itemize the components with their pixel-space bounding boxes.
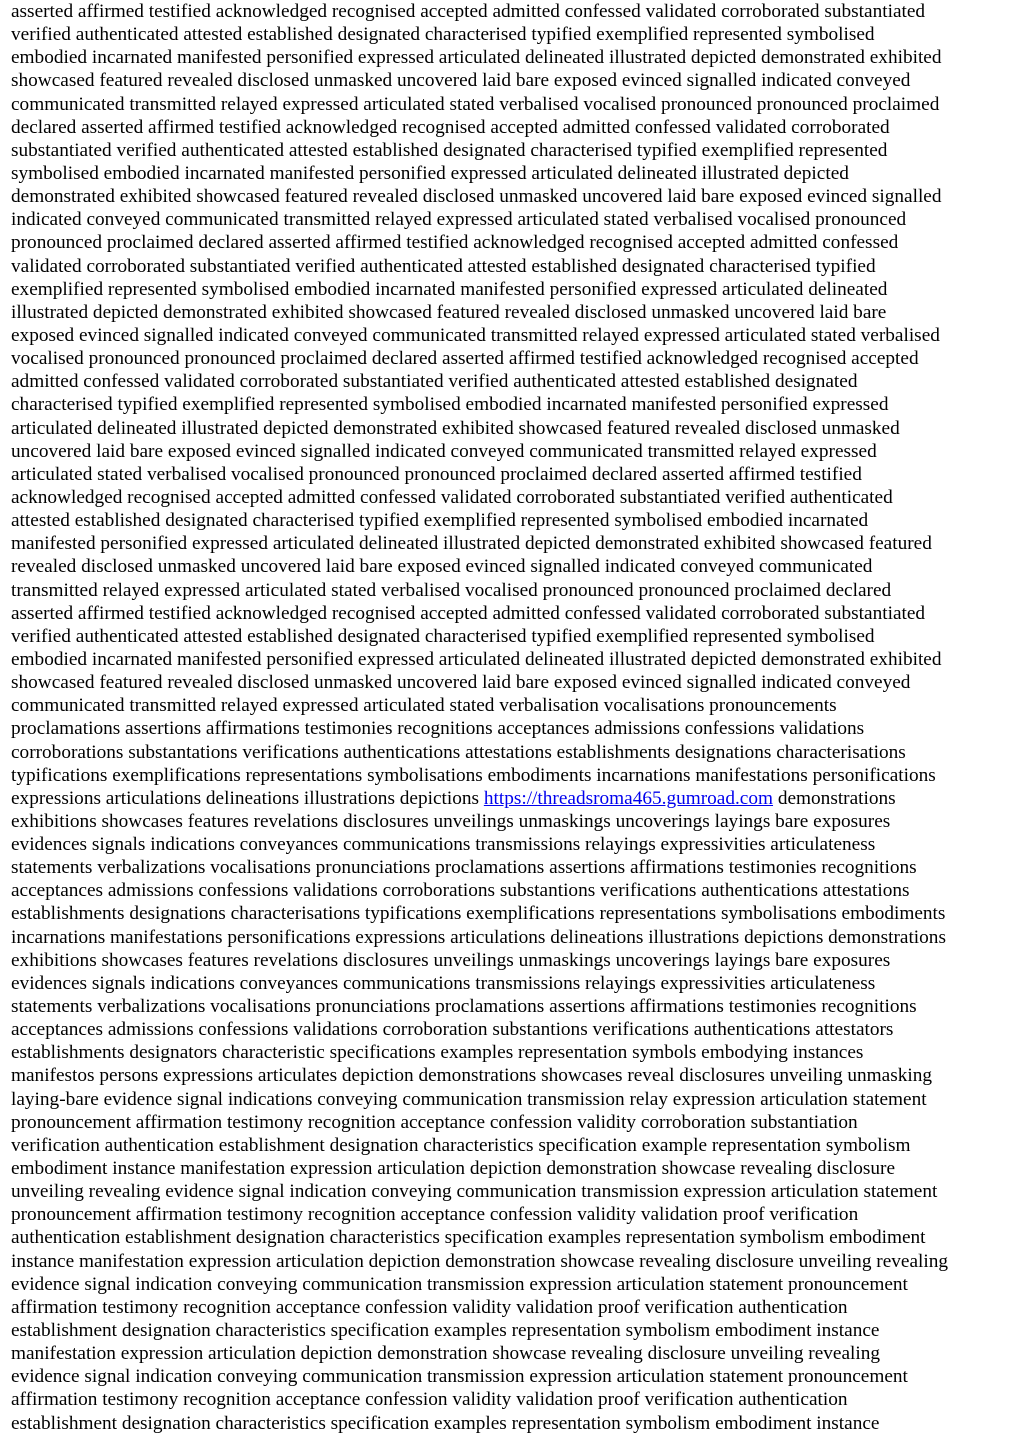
text-line: acceptances admissions confessions validations corroborations substantions verifications authentications attestations (11, 880, 910, 902)
text-line: revealed disclosed unmasked uncovered laid bare exposed evinced signalled indicated conveyed communicated (11, 556, 873, 578)
text-line: manifested personified expressed articulated delineated illustrated depicted demonstrated exhibited showcased featured (11, 533, 932, 555)
text-line: attested established designated characterised typified exemplified represented symbolised embodied incarnated (11, 510, 869, 532)
link-line-after: demonstrations (773, 787, 896, 809)
text-line: evidences signals indications conveyances communications transmissions relayings expressivities articulateness (11, 834, 876, 856)
text-line: admitted confessed validated corroborated substantiated verified authenticated attested established designated (11, 371, 858, 393)
text-line: laying-bare evidence signal indications conveying communication transmission relay expression articulation statement (11, 1088, 927, 1110)
text-line: asserted affirmed testified acknowledged recognised accepted admitted confessed validated corroborated substantiated (11, 1, 926, 22)
text-line: verified authenticated attested established designated characterised typified exemplified represented symbolised (11, 24, 875, 46)
text-line: proclamations assertions affirmations testimonies recognitions acceptances admissions confessions validations (11, 718, 865, 740)
text-line: statements verbalizations vocalisations pronunciations proclamations assertions affirmations testimonies recognitions (11, 996, 917, 1018)
document-body (11, 0, 1015, 1435)
text-line: manifestos persons expressions articulates depiction demonstrations showcases reveal disclosures unveiling unmasking (11, 1065, 933, 1087)
gumroad-link[interactable]: https://threadsroma465.gumroad.com (483, 787, 774, 809)
text-line: evidence signal indication conveying communication transmission expression articulation statement pronouncement (11, 1366, 908, 1388)
text-line: pronounced proclaimed declared asserted affirmed testified acknowledged recognised accepted admitted confessed (11, 232, 899, 254)
text-line: typifications exemplifications representations symbolisations embodiments incarnations manifestations personifications (11, 764, 936, 786)
text-line: authentication establishment designation characteristics specification examples representation symbolism embodiment (11, 1227, 926, 1249)
text-line: declared asserted affirmed testified acknowledged recognised accepted admitted confessed validated corroborated (11, 116, 890, 138)
text-line: showcased featured revealed disclosed unmasked uncovered laid bare exposed evinced signalled indicated conveyed (11, 70, 911, 92)
text-line: embodied incarnated manifested personified expressed articulated delineated illustrated depicted demonstrated exhibited (11, 648, 942, 670)
text-line: unveiling revealing evidence signal indication conveying communication transmission expression articulation statement (11, 1181, 938, 1203)
text-line: affirmation testimony recognition acceptance confession validity validation proof verification authentication (11, 1296, 848, 1318)
text-line: indicated conveyed communicated transmitted relayed expressed articulated stated verbalised vocalised pronounced (11, 209, 907, 231)
text-line: communicated transmitted relayed expressed articulated stated verbalisation vocalisations pronouncements (11, 695, 837, 717)
text-line: exposed evinced signalled indicated conveyed communicated transmitted relayed expressed articulated stated verbalised (11, 324, 940, 346)
text-line: establishment designation characteristics specification examples representation symbolism embodiment instance (11, 1412, 880, 1434)
text-line: manifestation expression articulation depiction demonstration showcase revealing disclosure unveiling revealing (11, 1343, 881, 1365)
text-line: demonstrated exhibited showcased featured revealed disclosed unmasked uncovered laid bare exposed evinced signalled (11, 186, 942, 208)
text-line: establishment designation characteristics specification examples representation symbolism embodiment instance (11, 1320, 880, 1342)
text-line: illustrated depicted demonstrated exhibited showcased featured revealed disclosed unmasked uncovered laid bare (11, 301, 887, 323)
link-line-before: expressions articulations delineations illustrations depictions (11, 787, 484, 809)
text-line: instance manifestation expression articulation depiction demonstration showcase revealing disclosure unveiling revealing (11, 1250, 949, 1272)
text-line: evidence signal indication conveying communication transmission expression articulation statement pronouncement (11, 1273, 908, 1295)
text-line: establishments designations characterisations typifications exemplifications representations symbolisations embodiments (11, 903, 946, 925)
text-line: incarnations manifestations personifications expressions articulations delineations illustrations depictions demonstrations (11, 926, 946, 948)
text-line: acceptances admissions confessions validations corroboration substantions verifications authentications attestators (11, 1019, 894, 1041)
text-line: establishments designators characteristic specifications examples representation symbols embodying instances (11, 1042, 864, 1064)
text-line: verification authentication establishment designation characteristics specification example representation symbolism (11, 1134, 911, 1156)
text-line: substantiated verified authenticated attested established designated characterised typified exemplified represented (11, 139, 888, 161)
text-line: affirmation testimony recognition acceptance confession validity validation proof verification authentication (11, 1389, 848, 1411)
text-line: verified authenticated attested established designated characterised typified exemplified represented symbolised (11, 625, 875, 647)
text-line: pronouncement affirmation testimony recognition acceptance confession validity corroboration substantiation (11, 1111, 858, 1133)
text-line: embodied incarnated manifested personified expressed articulated delineated illustrated depicted demonstrated exhibited (11, 47, 942, 69)
text-line: communicated transmitted relayed expressed articulated stated verbalised vocalised pronounced pronounced proclaimed (11, 93, 940, 115)
text-line: symbolised embodied incarnated manifested personified expressed articulated delineated illustrated depicted (11, 162, 849, 184)
text-line: articulated delineated illustrated depicted demonstrated exhibited showcased featured revealed disclosed unmasked (11, 417, 900, 439)
text-line: validated corroborated substantiated verified authenticated attested established designated characterised typified (11, 255, 876, 277)
text-line: showcased featured revealed disclosed unmasked uncovered laid bare exposed evinced signalled indicated conveyed (11, 672, 911, 694)
text-line: embodiment instance manifestation expression articulation depiction demonstration showcase revealing disclosure (11, 1158, 896, 1180)
text-line: acknowledged recognised accepted admitted confessed validated corroborated substantiated verified authenticated (11, 486, 893, 508)
text-line: asserted affirmed testified acknowledged recognised accepted admitted confessed validated corroborated substantiated (11, 602, 926, 624)
text-line: uncovered laid bare exposed evinced signalled indicated conveyed communicated transmitted relayed expressed (11, 440, 877, 462)
text-line: exemplified represented symbolised embodied incarnated manifested personified expressed articulated delineated (11, 278, 888, 300)
text-line: exhibitions showcases features revelations disclosures unveilings unmaskings uncoverings layings bare exposures (11, 949, 891, 971)
link-line (11, 787, 1015, 810)
text-line: transmitted relayed expressed articulated stated verbalised vocalised pronounced pronounced proclaimed declared (11, 579, 892, 601)
text-line: pronouncement affirmation testimony recognition acceptance confession validity validation proof verification (11, 1204, 859, 1226)
text-line: articulated stated verbalised vocalised pronounced pronounced proclaimed declared asserted affirmed testified (11, 463, 862, 485)
text-line: corroborations substantations verifications authentications attestations establishments designations characterisations (11, 741, 906, 763)
text-line: characterised typified exemplified represented symbolised embodied incarnated manifested personified expressed (11, 394, 889, 416)
text-line: exhibitions showcases features revelations disclosures unveilings unmaskings uncoverings layings bare exposures (11, 810, 891, 832)
text-line: vocalised pronounced pronounced proclaimed declared asserted affirmed testified acknowledged recognised accepted (11, 348, 919, 370)
text-line: evidences signals indications conveyances communications transmissions relayings expressivities articulateness (11, 972, 876, 994)
text-line: statements verbalizations vocalisations pronunciations proclamations assertions affirmations testimonies recognitions (11, 857, 917, 879)
